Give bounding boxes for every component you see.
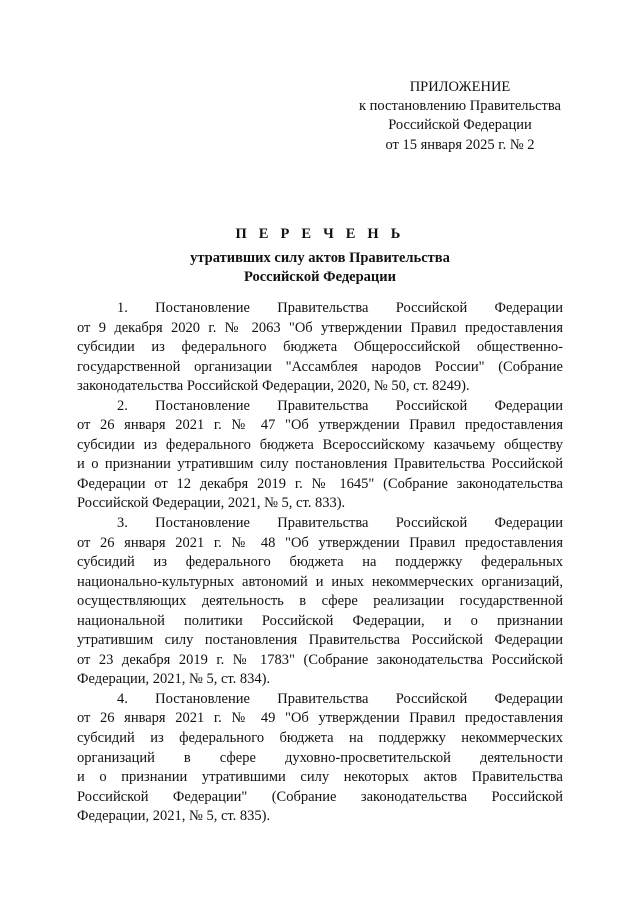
subtitle-line: утративших силу актов Правительства [190,250,450,266]
text-line: осуществляющих деятельность в сфере реализации государственной [77,593,563,610]
document-subtitle [0,249,640,287]
appendix-header [340,78,580,155]
text-line: законодательства Российской Федерации, 2020, № 50, ст. 8249). [77,378,470,395]
text-line: от 26 января 2021 г. № 49 "Об утверждении Правил предоставления [77,710,563,727]
appendix-date: от 15 января 2025 г. № 2 [385,136,535,153]
text-line: и о признании утратившими силу некоторых актов Правительства [77,769,563,786]
text-line: организаций в сфере духовно-просветительской деятельности [77,749,563,766]
text-line: от 26 января 2021 г. № 47 "Об утверждении Правил предоставления [77,417,563,434]
text-line: субсидий из федерального бюджета на поддержку некоммерческих [77,730,563,747]
text-line: Федерации от 12 декабря 2019 г. № 1645" (Собрание законодательства [77,475,563,492]
appendix-label: ПРИЛОЖЕНИЕ [409,79,511,95]
text-line: от 9 декабря 2020 г. № 2063 "Об утверждении Правил предоставления [77,319,563,336]
list-item-2 [77,397,563,514]
text-line: субсидий из федерального бюджета на поддержку федеральных [77,554,563,571]
text-line: 1. Постановление Правительства Российской Федерации [117,300,563,316]
appendix-issuer: Российской Федерации [388,117,532,134]
text-line: субсидии из федерального бюджета Общероссийской общественно- [77,339,563,356]
list-item-3 [77,514,563,690]
text-line: 4. Постановление Правительства Российской Федерации [117,690,563,707]
text-line: Федерации, 2021, № 5, ст. 834). [77,671,271,688]
list-item-4 [77,690,563,827]
text-line: 3. Постановление Правительства Российской Федерации [117,515,563,532]
subtitle-line: Российской Федерации [243,269,396,285]
text-line: и о признании утратившим силу постановления Правительства Российской [77,456,563,473]
text-line: Российской Федерации" (Собрание законодательства Российской [77,788,563,805]
text-line: Российской Федерации, 2021, № 5, ст. 833). [77,495,346,512]
text-line: от 23 декабря 2019 г. № 1783" (Собрание законодательства Российской [77,651,563,668]
text-line: 2. Постановление Правительства Российской Федерации [117,397,563,414]
text-line: субсидии из федерального бюджета Всероссийскому казачьему обществу [77,436,563,453]
text-line: государственной организации "Ассамблея народов России" (Собрание [77,358,563,375]
text-line: утратившим силу постановления Правительства Российской Федерации [77,632,563,649]
appendix-reference: к постановлению Правительства [359,98,561,115]
list-item-1 [77,299,563,397]
document-body [77,299,563,827]
text-line: национально-культурных автономий и иных некоммерческих организаций, [77,573,563,590]
text-line: от 26 января 2021 г. № 48 "Об утверждении Правил предоставления [77,534,563,551]
document-title: П Е Р Е Ч Е Н Ь [235,226,405,242]
text-line: национальной политики Российской Федерации, и о признании [77,612,563,629]
text-line: Федерации, 2021, № 5, ст. 835). [77,808,271,825]
